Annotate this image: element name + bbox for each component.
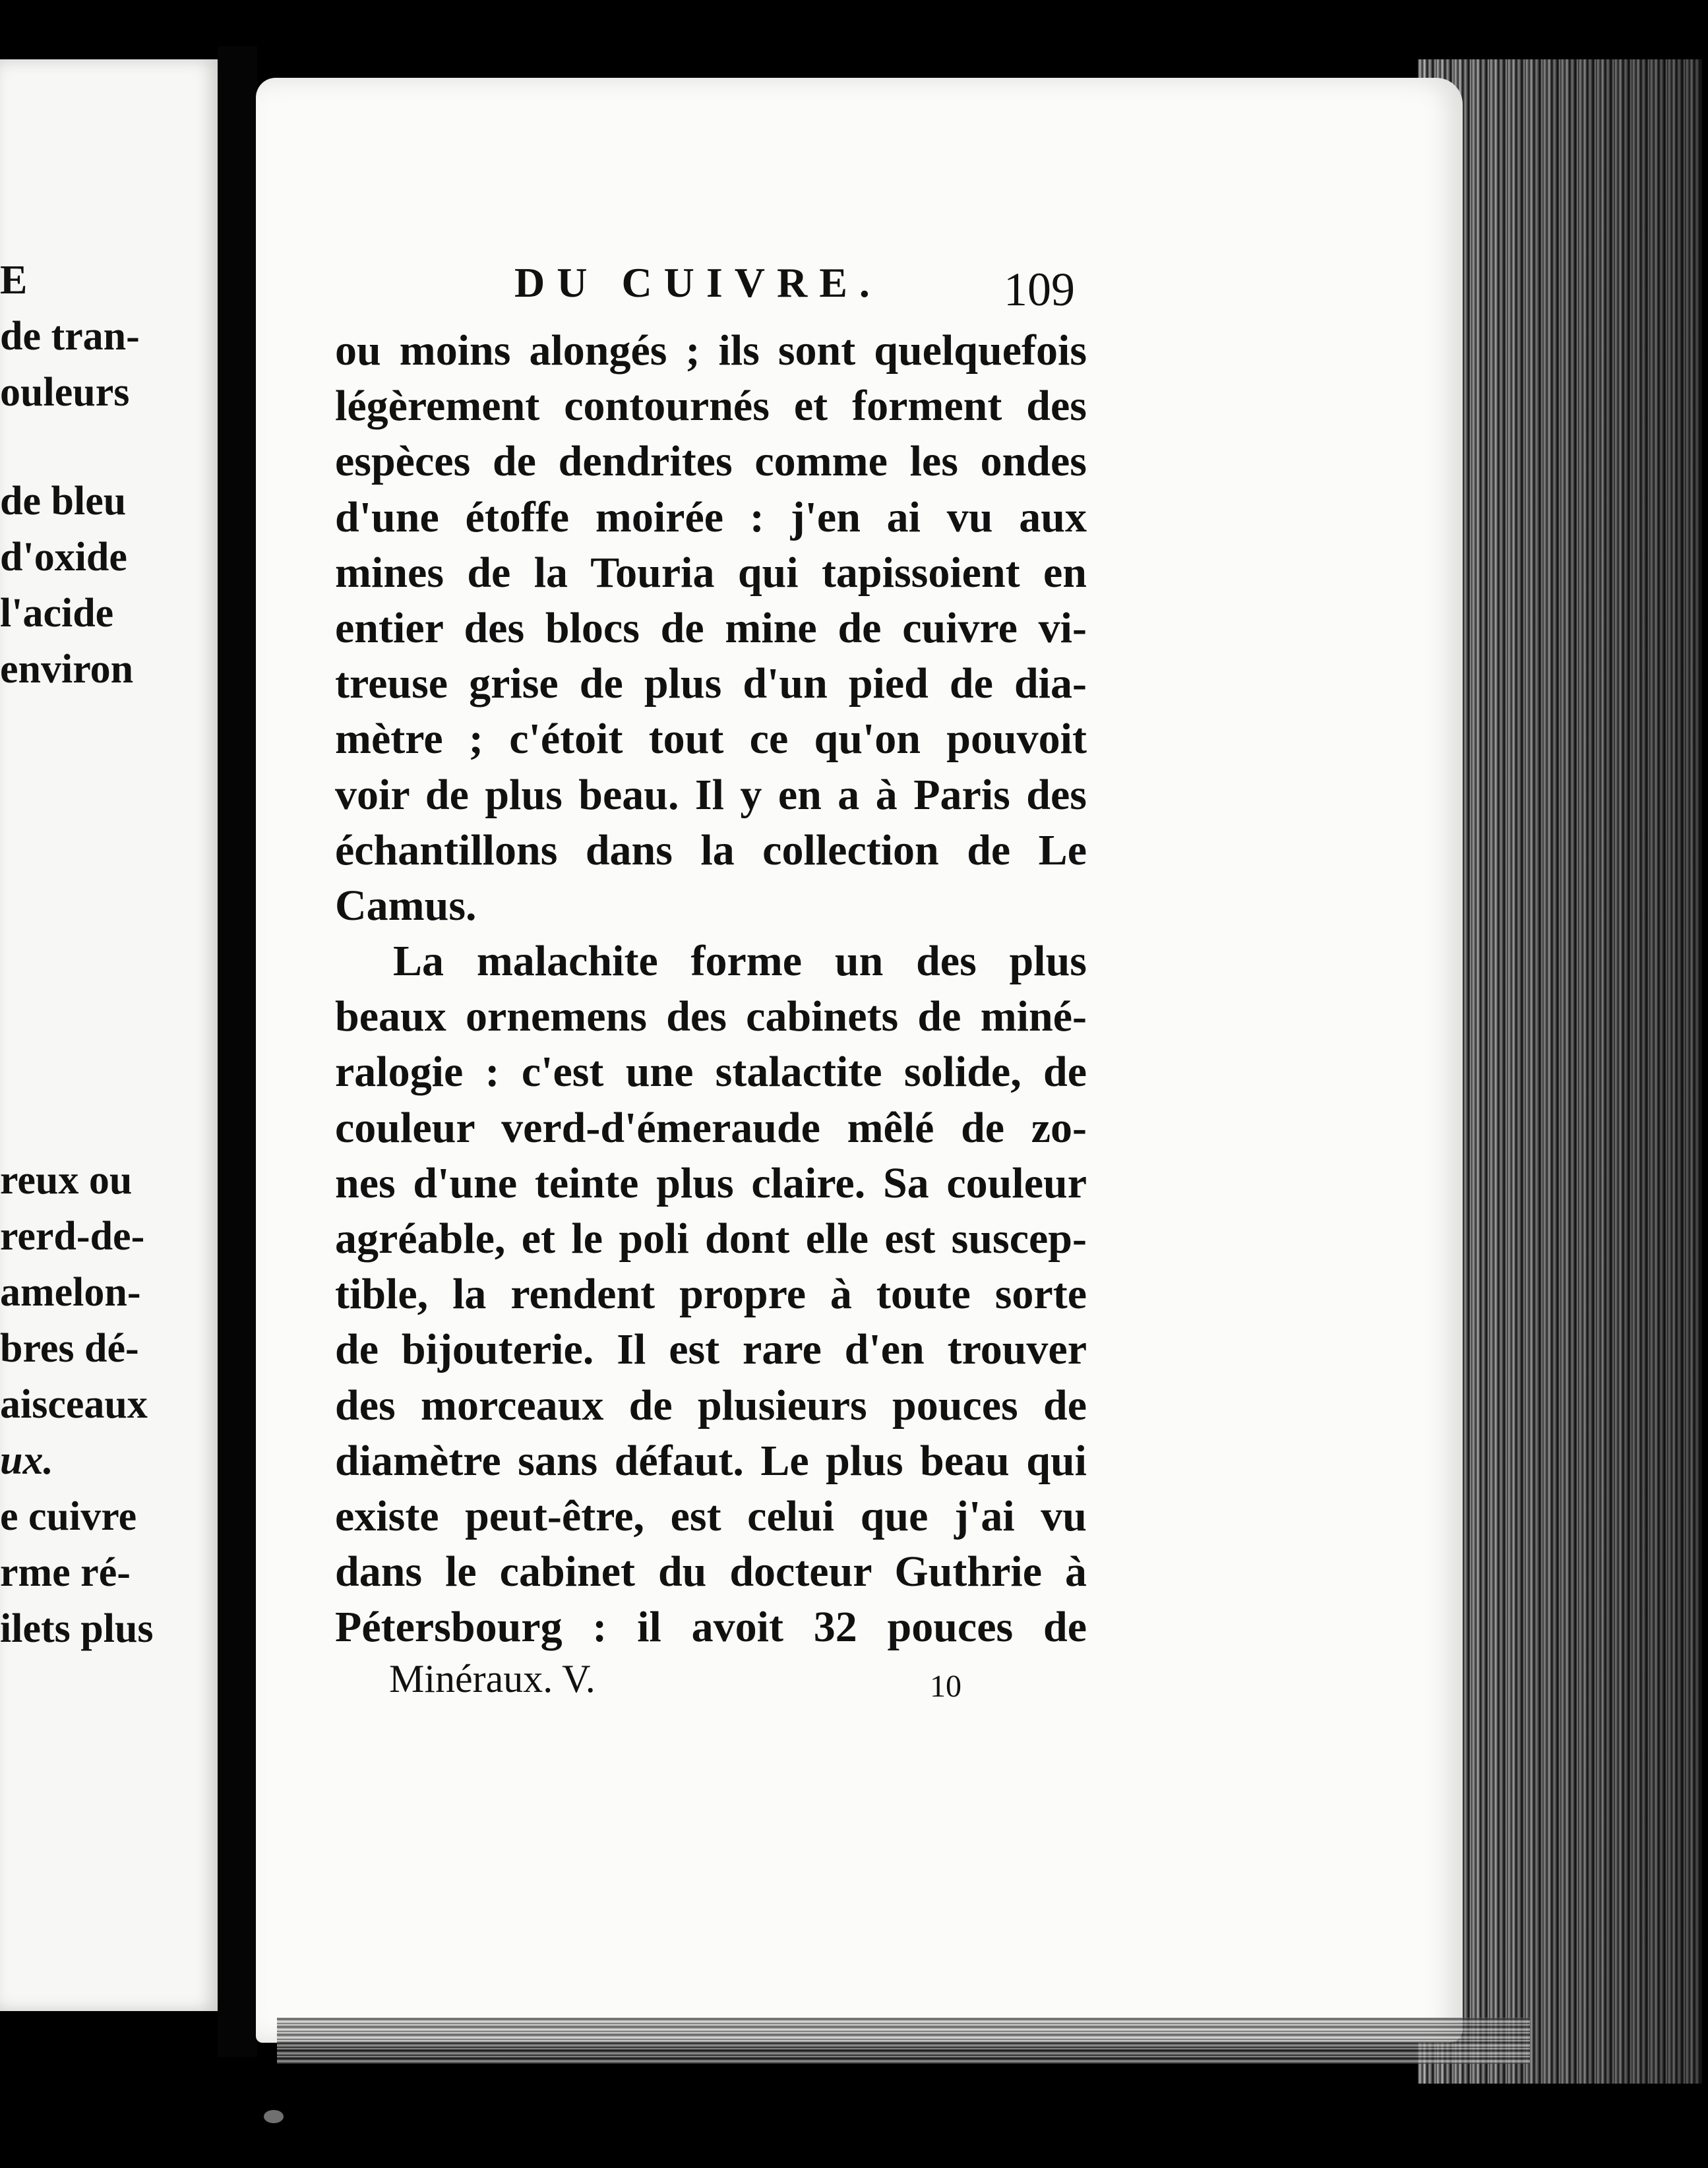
text-line: existe peut-être, est celui que j'ai vu xyxy=(335,1491,1087,1540)
facing-page-fragment xyxy=(0,59,222,2011)
scan-artifact xyxy=(264,2110,284,2123)
left-line: d'oxide xyxy=(0,535,127,580)
text-line: Camus. xyxy=(335,881,477,930)
text-line: dans le cabinet du docteur Guthrie à xyxy=(335,1548,1087,1596)
left-line: ux. xyxy=(0,1438,53,1483)
book-gutter xyxy=(218,46,257,2057)
text-line: d'une étoffe moirée : j'en ai vu aux xyxy=(335,493,1087,541)
paragraph-start-line: La malachite forme un des plus xyxy=(393,937,1087,986)
left-line: amelon- xyxy=(0,1270,141,1315)
text-line: échantillons dans la collection de Le xyxy=(335,826,1087,874)
left-line: e cuivre xyxy=(0,1494,137,1539)
running-head: DU CUIVRE. xyxy=(514,259,882,306)
text-line: Pétersbourg : il avoit 32 pouces de xyxy=(335,1603,1087,1652)
gathering-number: 10 xyxy=(930,1669,961,1704)
page-number: 109 xyxy=(1004,263,1075,316)
text-line: légèrement contournés et forment des xyxy=(335,382,1087,431)
text-line: beaux ornemens des cabinets de miné- xyxy=(335,992,1087,1041)
left-line: bres dé- xyxy=(0,1326,139,1371)
text-line: mines de la Touria qui tapissoient en xyxy=(335,548,1087,597)
body-text xyxy=(335,323,1087,1656)
left-line: rme ré- xyxy=(0,1550,131,1595)
left-line: l'acide xyxy=(0,591,114,636)
left-line: rerd-de- xyxy=(0,1214,145,1259)
text-line: tible, la rendent propre à toute sorte xyxy=(335,1270,1087,1319)
text-line: mètre ; c'étoit tout ce qu'on pouvoit xyxy=(335,715,1087,764)
text-line: ou moins alongés ; ils sont quelquefois xyxy=(335,326,1087,375)
text-line: espèces de dendrites comme les ondes xyxy=(335,437,1087,486)
left-line: E xyxy=(0,258,28,303)
text-line: entier des blocs de mine de cuivre vi- xyxy=(335,603,1087,652)
text-line: ralogie : c'est une stalactite solide, de xyxy=(335,1048,1087,1097)
left-line: ouleurs xyxy=(0,370,130,415)
left-line: ilets plus xyxy=(0,1606,154,1651)
signature-mark: Minéraux. V. xyxy=(389,1657,595,1701)
book-bottom-edge xyxy=(277,2018,1530,2064)
text-line: treuse grise de plus d'un pied de dia- xyxy=(335,659,1087,708)
left-line: de bleu xyxy=(0,479,127,524)
text-line: agréable, et le poli dont elle est suscep- xyxy=(335,1215,1087,1263)
text-line: des morceaux de plusieurs pouces de xyxy=(335,1381,1087,1430)
text-line: voir de plus beau. Il y en a à Paris des xyxy=(335,770,1087,819)
text-line: diamètre sans défaut. Le plus beau qui xyxy=(335,1436,1087,1485)
left-line: reux ou xyxy=(0,1158,133,1203)
left-line: environ xyxy=(0,647,134,692)
text-line: de bijouterie. Il est rare d'en trouver xyxy=(335,1325,1087,1374)
left-line: de tran- xyxy=(0,314,140,359)
text-line: couleur verd-d'émeraude mêlé de zo- xyxy=(335,1103,1087,1152)
left-line: aisceaux xyxy=(0,1382,148,1427)
text-line: nes d'une teinte plus claire. Sa couleur xyxy=(335,1159,1087,1207)
